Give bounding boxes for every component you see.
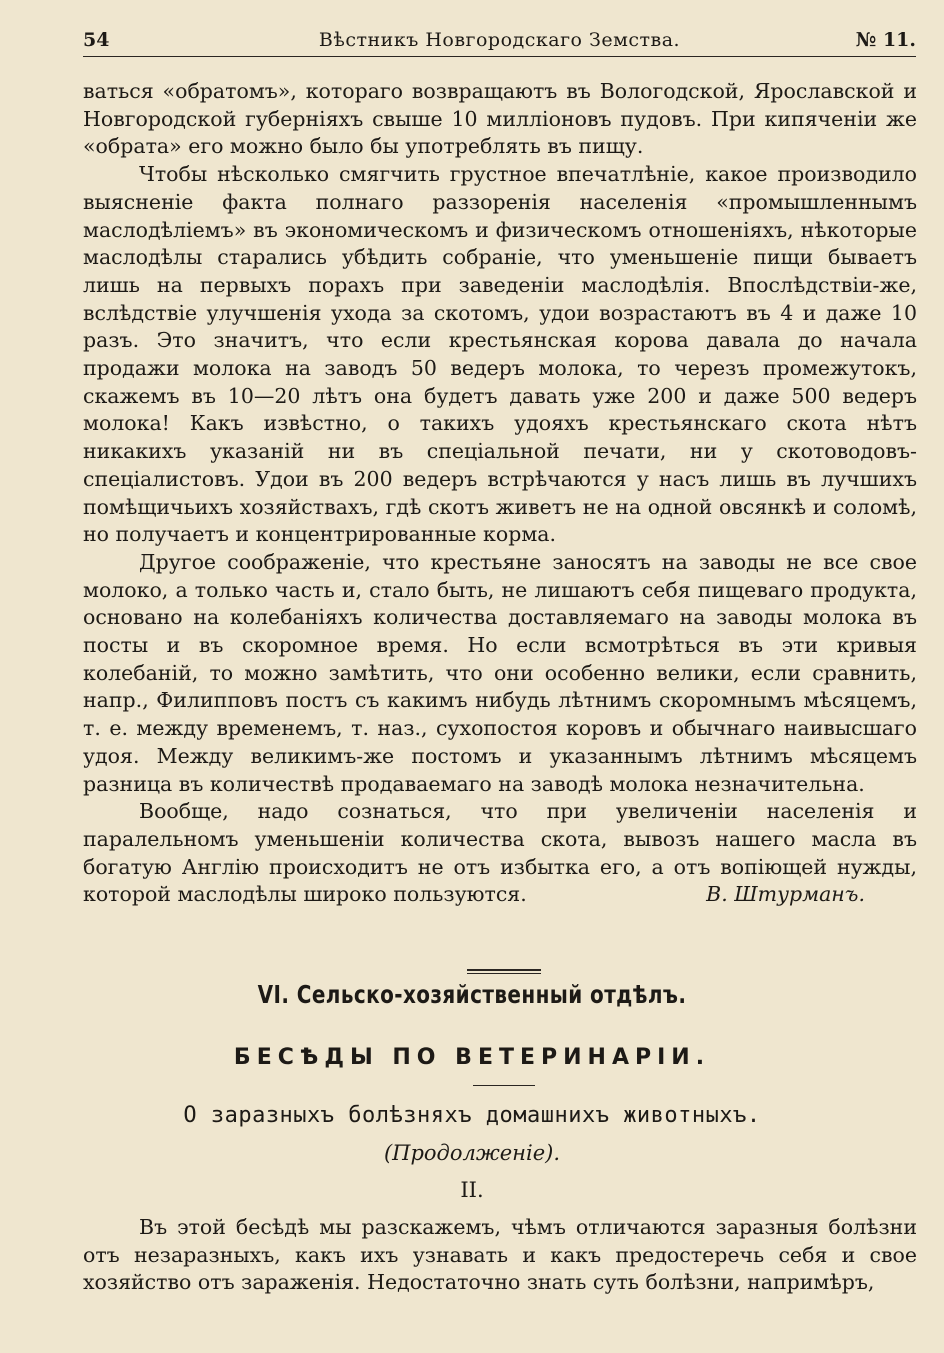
section-divider bbox=[467, 969, 541, 974]
page-number: 54 bbox=[83, 29, 110, 51]
paragraph: Чтобы нѣсколько смягчить грустное впечатлѣніе, какое производило выясненіе факта полнаго раззоренія населенія «промышленнымъ маслодѣліемъ» въ экономическомъ и физическомъ отношеніяхъ, нѣкоторые маслодѣлы старались убѣдить собраніе, что уменьшеніе пищи бываетъ лишь на первыхъ порахъ при заведеніи маслодѣлія. Впослѣдствіи-же, вслѣдствіе улучшенія ухода за скотомъ, удои возрастаютъ въ 4 и даже 10 разъ. Это значитъ, что если крестьянская корова давала до начала продажи молока на заводъ 50 ведеръ молока, то черезъ промежутокъ, скажемъ въ 10—20 лѣтъ она будетъ давать уже 200 и даже 500 ведеръ молока! Какъ извѣстно, о такихъ удояхъ крестьянскаго скота нѣтъ никакихъ указаній ни въ спеціальной печати, ни у скотоводовъ-спеціалистовъ. Удои въ 200 ведеръ встрѣчаются у насъ лишь въ лучшихъ помѣщичьихъ хозяйствахъ, гдѣ скотъ живетъ не на одной овсянкѣ и соломѣ, но получаетъ и концентрированные корма. bbox=[83, 162, 917, 547]
part-numeral: II. bbox=[460, 1178, 484, 1202]
subsection-divider bbox=[473, 1085, 535, 1086]
paragraph: ваться «обратомъ», котораго возвращаютъ въ Вологодской, Ярославской и Новгородской губерніяхъ свыше 10 милліоновъ пудовъ. При кипяченіи же «обрата» его можно было бы употреблять въ пищу. bbox=[83, 79, 917, 159]
issue-number: № 11. bbox=[855, 29, 916, 51]
paragraph: Въ этой бесѣдѣ мы разскажемъ, чѣмъ отличаются заразныя болѣзни отъ незаразныхъ, какъ ихъ узнавать и какъ предостеречь себя и свое хозяйство отъ зараженія. Недостаточно знать суть болѣзни, напримѣръ, bbox=[83, 1215, 917, 1295]
section-title: VI. Сельско-хозяйственный отдѣлъ. bbox=[257, 980, 687, 1009]
paragraph-text: Вообще, надо сознаться, что при увеличеніи населенія и паралельномъ уменьшеніи количества скота, вывозъ нашего масла въ богатую Англію происходитъ не отъ избытка его, а отъ вопіющей нужды, которой маслодѣлы широко пользуются. bbox=[83, 799, 917, 907]
article-body bbox=[83, 78, 917, 909]
paragraph-final bbox=[83, 798, 917, 909]
page-header bbox=[83, 26, 916, 57]
paragraph: Другое соображеніе, что крестьяне заносятъ на заводы не все свое молоко, а только часть и, стало быть, не лишаютъ себя пищеваго продукта, основано на колебаніяхъ количества доставляемаго на заводы молока въ посты и въ скоромное время. Но если всмотрѣться въ эти кривыя колебаній, то можно замѣтить, что они особенно велики, если сравнить, напр., Филипповъ постъ съ какимъ нибудь лѣтнимъ скоромнымъ мѣсяцемъ, т. е. между временемъ, т. наз., сухопостоя коровъ и обычнаго наивысшаго удоя. Между великимъ-же постомъ и указаннымъ лѣтнимъ мѣсяцемъ разница въ количествѣ продаваемаго на заводѣ молока незначительна. bbox=[83, 549, 917, 796]
subsection-title: БЕСѢДЫ ПО ВЕТЕРИНАРІИ. bbox=[233, 1045, 711, 1070]
journal-title: Вѣстникъ Новгородскаго Земства. bbox=[318, 29, 681, 51]
article-body-2 bbox=[83, 1214, 917, 1297]
continued-note: (Продолженіе). bbox=[383, 1141, 561, 1165]
author-signature: В. Штурманъ. bbox=[706, 882, 865, 907]
article-title: О заразныхъ болѣзняхъ домашнихъ животныхъ. bbox=[183, 1103, 761, 1128]
